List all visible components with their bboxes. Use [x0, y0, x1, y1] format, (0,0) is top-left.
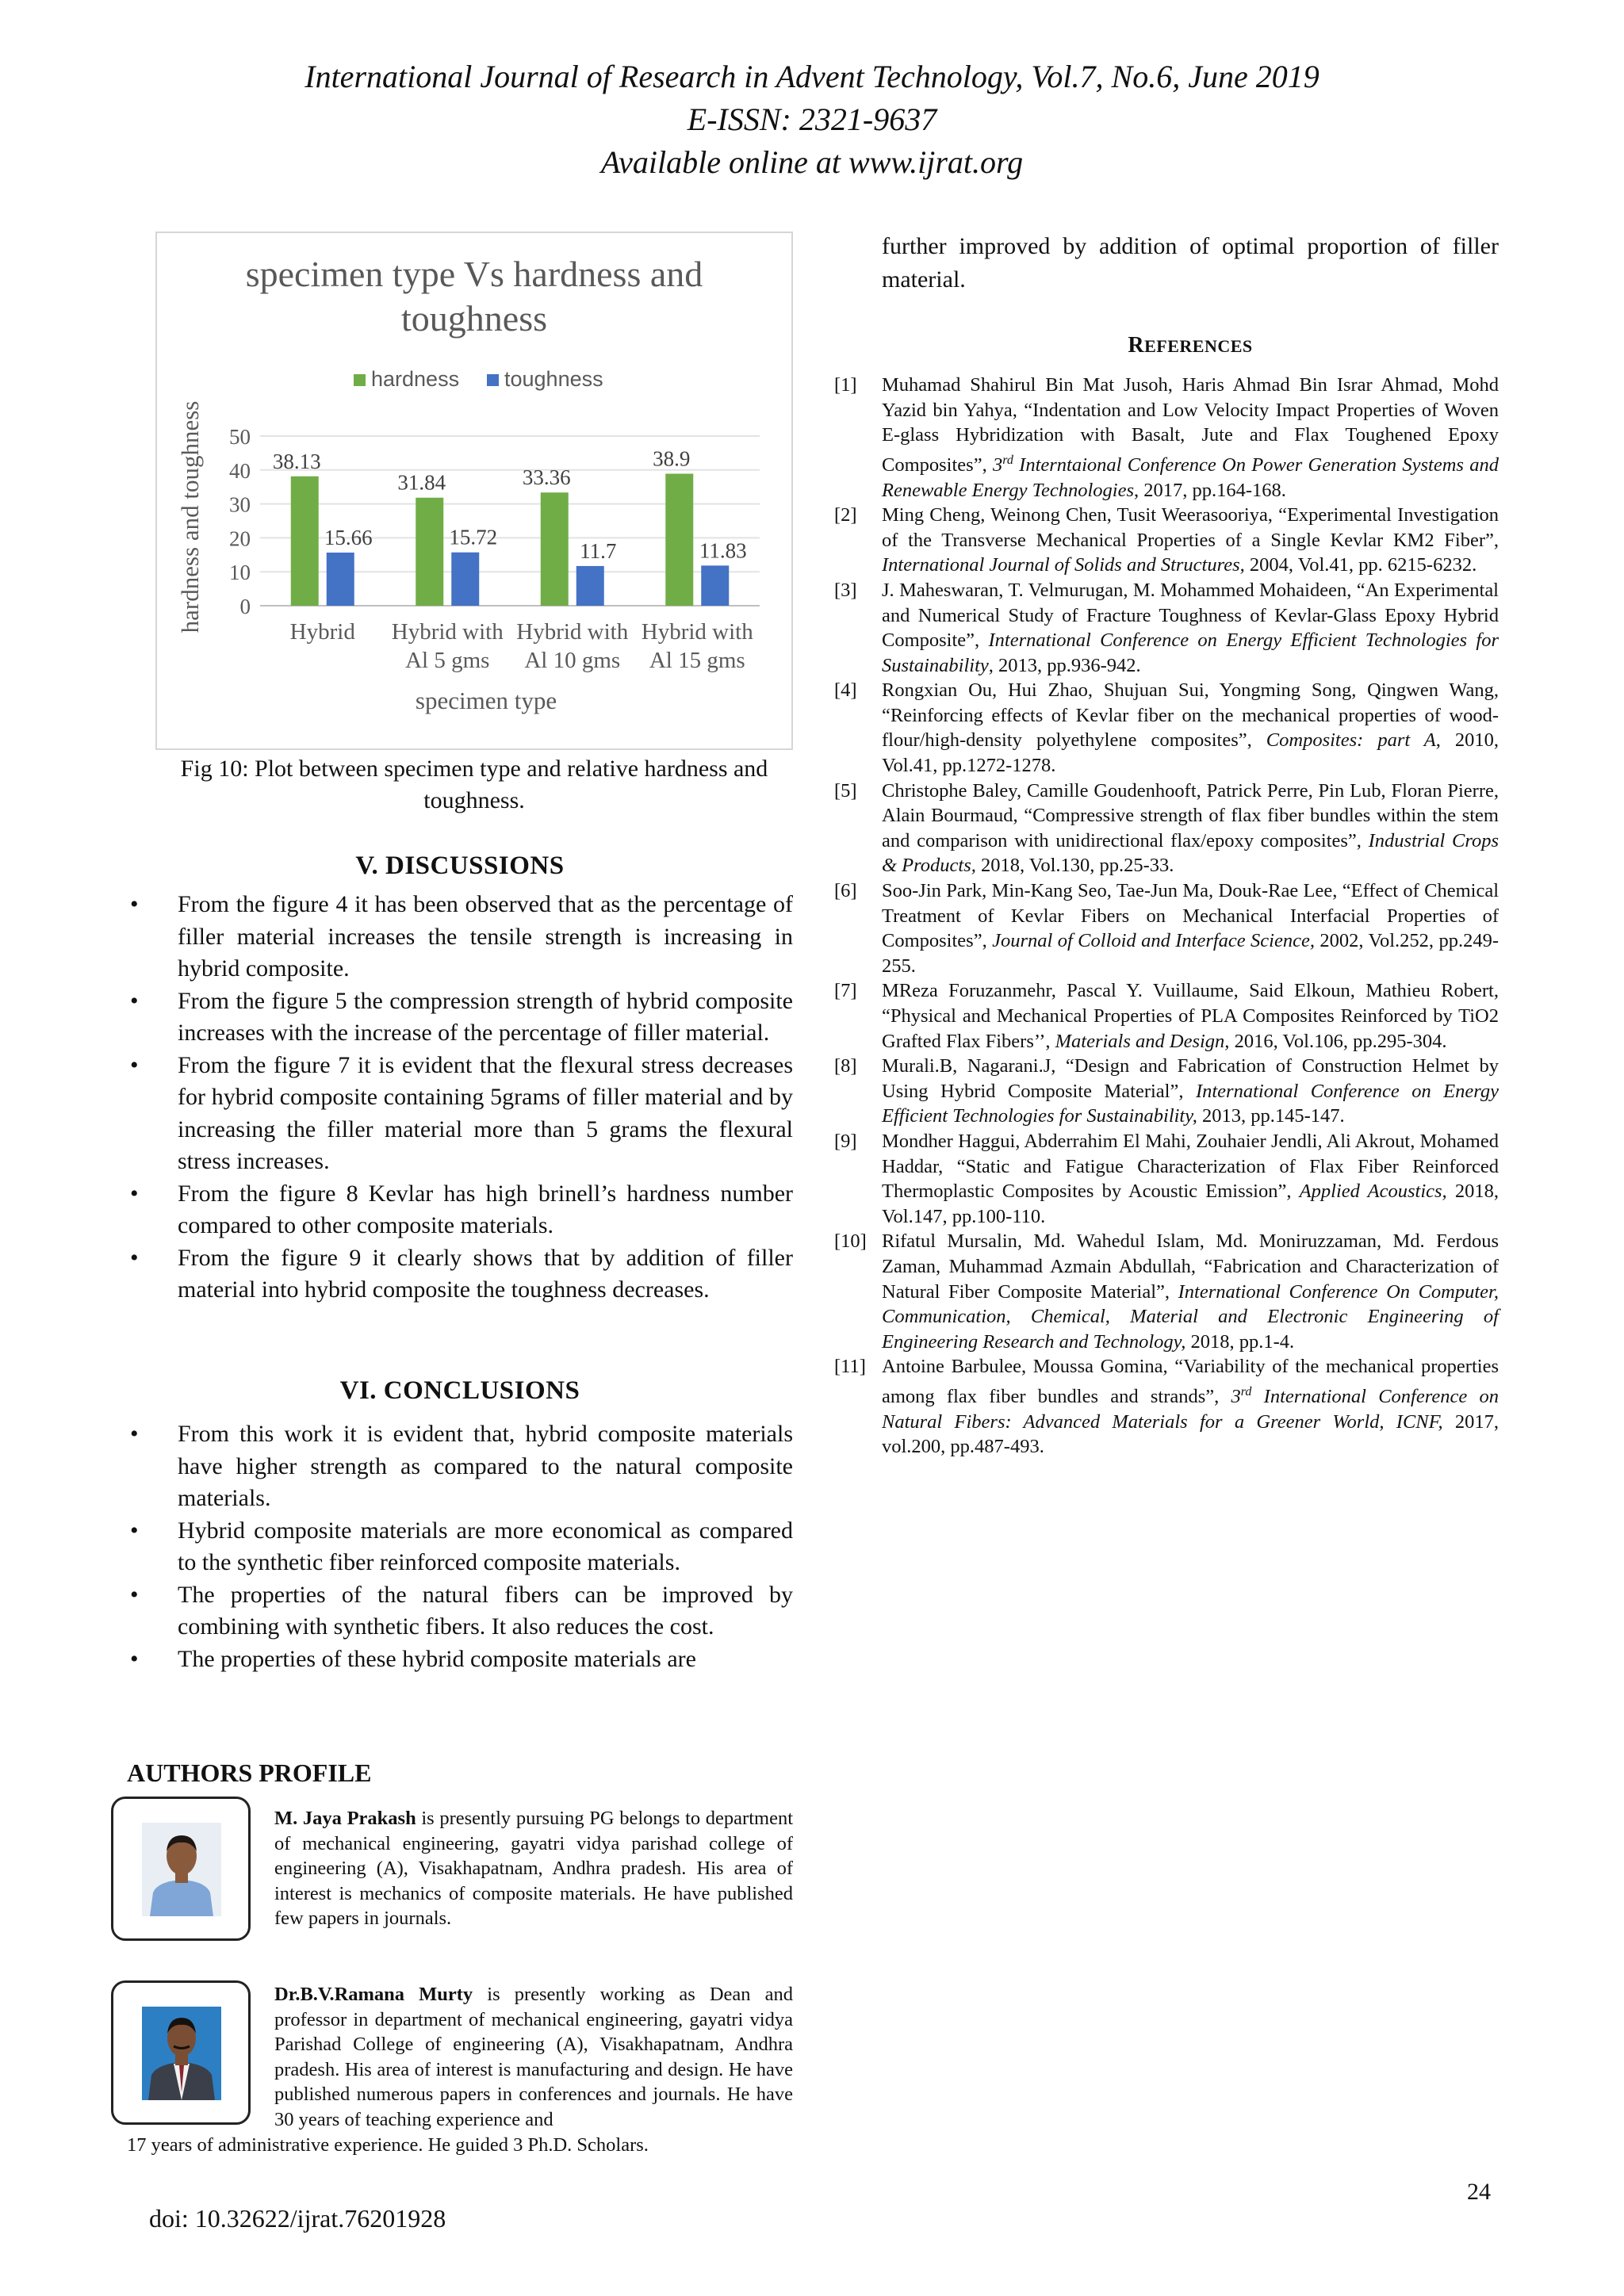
data-label: 11.7	[580, 538, 617, 563]
chart-title-line2: toughness	[401, 298, 547, 339]
bar-toughness	[451, 553, 479, 606]
author-bio	[274, 1982, 793, 2133]
y-tick-label: 30	[229, 492, 251, 517]
reference-item: [9] Mondher Haggui, Abderrahim El Mahi, Zouhaier Jendli, Ali Akrout, Mohamed Haddar, “Static and Fatigue Characterization of Flax Fiber Reinforced Thermoplastic Composites by Acoustic Emission”, Applied Acoustics, 2018, Vol.147, pp.100-110.	[834, 1130, 1499, 1227]
list-item: • The properties of the natural fibers can be improved by combining with synthetic fibers. It also reduces the cost.	[127, 1579, 793, 1644]
list-item: • From the figure 9 it clearly shows that by addition of filler material into hybrid composite the toughness decreases.	[127, 1242, 793, 1307]
author-photo-frame	[111, 1797, 251, 1941]
data-label: 31.84	[397, 470, 446, 495]
y-axis-label: hardness and toughness	[176, 400, 204, 633]
x-axis-label: specimen type	[415, 687, 557, 714]
list-item: • From the figure 7 it is evident that the flexural stress decreases for hybrid composite containing 5grams of filler material and by increasing the filler material more than 5 grams the flexural stress increases.	[127, 1050, 793, 1178]
references-title	[882, 333, 1499, 358]
bar-hardness	[416, 498, 443, 606]
list-item: • From the figure 8 Kevlar has high brinell’s hardness number compared to other composite materials.	[127, 1178, 793, 1242]
list-item: • From the figure 5 the compression strength of hybrid composite increases with the increase of the percentage of filler material.	[127, 985, 793, 1050]
y-tick-label: 10	[229, 561, 251, 585]
reference-item: [8] Murali.B, Nagarani.J, “Design and Fabrication of Construction Helmet by Using Hybrid Composite Material”, International Conference on Energy Efficient Technologies for Sustainability, 2013, pp.145-147.	[834, 1055, 1499, 1127]
figure-caption: Fig 10: Plot between specimen type and relative hardness and toughness.	[180, 756, 768, 813]
journal-website: Available online at www.ijrat.org	[600, 144, 1024, 180]
discussions-title: V. DISCUSSIONS	[355, 851, 565, 880]
bar-hardness	[541, 492, 569, 606]
discussions-section	[127, 851, 793, 1307]
journal-header	[0, 55, 1624, 184]
x-tick-label: Al 10 gms	[524, 648, 621, 673]
x-tick-label: Hybrid	[289, 619, 355, 645]
reference-item: [10] Rifatul Mursalin, Md. Wahedul Islam, Md. Moniruzzaman, Md. Ferdous Zaman, Muhammad Azmain Abdullah, “Fabrication and Characterization of Natural Fiber Composite Material”, International Conference On Computer, Communication, Chemical, Material and Electronic Engineering of Engineering Research and Technology, 2018, pp.1-4.	[834, 1230, 1500, 1353]
data-label: 33.36	[522, 465, 571, 490]
author-name: M. Jaya Prakash	[274, 1808, 416, 1829]
legend-swatch-hardness	[354, 374, 366, 386]
list-item: • From this work it is evident that, hybrid composite materials have higher strength as compared to the natural composite materials.	[127, 1418, 793, 1515]
x-tick-label: Hybrid with	[516, 619, 629, 645]
author-bio-text: is presently pursuing PG belongs to department of mechanical engineering, gayatri vidya parishad college of engineering (A), Visakhapatnam, Andhra pradesh. His area of interest is mechanics of composite materials. He have published few papers in journals.	[274, 1808, 793, 1930]
authors-title: AUTHORS PROFILE	[127, 1758, 372, 1787]
data-label: 38.9	[653, 446, 691, 471]
y-tick-label: 0	[239, 595, 251, 618]
author-bio-text: is presently working as Dean and professor in department of mechanical engineering, gayatri vidya Parishad College of engineering (A), Visakhapatnam, Andhra pradesh. His area of interest is manufacturing and design. He have published numerous papers in conferences and journals. He have 30 years of teaching experience and	[274, 1984, 793, 2130]
bar-toughness	[327, 553, 354, 606]
journal-title: International Journal of Research in Advent Technology, Vol.7, No.6, June 2019	[304, 59, 1320, 94]
bar-toughness	[576, 566, 604, 606]
references-title-rest: EFERENCES	[1144, 336, 1253, 356]
references-header	[882, 333, 1499, 358]
author-photo	[142, 1823, 221, 1916]
conclusions-section	[127, 1376, 793, 1675]
references-list	[834, 373, 1499, 1460]
reference-item: [4] Rongxian Ou, Hui Zhao, Shujuan Sui, Yongming Song, Qingwen Wang, “Reinforcing effects of Kevlar fiber on the mechanical properties of wood-flour/high-density polyethylene composites”, Composites: part A, 2010, Vol.41, pp.1272-1278.	[834, 679, 1499, 777]
reference-item: [3] J. Maheswaran, T. Velmurugan, M. Mohammed Mohaideen, “An Experimental and Numerical Study of Fracture Toughness of Kevlar-Glass Epoxy Hybrid Composite”, International Conference on Energy Efficient Technologies for Sustainability, 2013, pp.936-942.	[834, 579, 1499, 676]
author-photo-frame	[111, 1980, 251, 2125]
x-tick-label: Al 5 gms	[405, 648, 490, 673]
reference-item: [5] Christophe Baley, Camille Goudenhooft, Patrick Perre, Pin Lub, Floran Pierre, Alain Bourmaud, “Compressive strength of flax fiber bundles within the stem and comparison with unidirectional flax/epoxy composites”, Industrial Crops & Products, 2018, Vol.130, pp.25-33.	[834, 779, 1499, 877]
page-number: 24	[1467, 2179, 1491, 2205]
bar-toughness	[701, 565, 729, 606]
y-tick-label: 20	[229, 526, 251, 551]
list-item: • Hybrid composite materials are more economical as compared to the synthetic fiber reinforced composite materials.	[127, 1515, 793, 1579]
chart-svg	[157, 233, 791, 748]
data-label: 38.13	[272, 449, 321, 473]
chart-title-line1: specimen type Vs hardness and	[245, 254, 703, 294]
legend-label: hardness	[371, 367, 460, 391]
author-name: Dr.B.V.Ramana Murty	[274, 1984, 473, 2005]
journal-issn: E-ISSN: 2321-9637	[687, 101, 937, 137]
legend-swatch-toughness	[487, 374, 499, 386]
conclusions-title: VI. CONCLUSIONS	[339, 1376, 580, 1405]
reference-item: [7] MReza Foruzanmehr, Pascal Y. Vuillaume, Said Elkoun, Mathieu Robert, “Physical and Mechanical Properties of PLA Composites Reinforced by TiO2 Grafted Flax Fibers’’, Materials and Design, 2016, Vol.106, pp.295-304.	[834, 980, 1499, 1052]
x-tick-label: Hybrid with	[391, 619, 504, 645]
reference-item: [1] Muhamad Shahirul Bin Mat Jusoh, Haris Ahmad Bin Israr Ahmad, Mohd Yazid bin Yahya, “Indentation and Low Velocity Impact Properties of Woven E-glass Hybridization with Basalt, Jute and Flax Toughened Epoxy Composites”, 3rd Interntaional Conference On Power Generation Systems and Renewable Energy Technologies, 2017, pp.164-168.	[834, 374, 1499, 501]
data-label: 15.66	[324, 525, 373, 549]
y-tick-label: 40	[229, 458, 251, 483]
reference-item: [11] Antoine Barbulee, Moussa Gomina, “Variability of the mechanical properties among flax fiber bundles and strands”, 3rd International Conference on Natural Fibers: Advanced Materials for a Greener World, ICNF, 2017, vol.200, pp.487-493.	[834, 1356, 1500, 1458]
doi: doi: 10.32622/ijrat.76201928	[149, 2204, 446, 2233]
data-label: 11.83	[699, 538, 747, 563]
conclusions-list	[127, 1418, 793, 1675]
right-intro	[882, 230, 1499, 297]
data-label: 15.72	[449, 525, 498, 549]
reference-item: [6] Soo-Jin Park, Min-Kang Seo, Tae-Jun Ma, Douk-Rae Lee, “Effect of Chemical Treatment of Kevlar Fibers on Mechanical Interfacial Properties of Composites”, Journal of Colloid and Interface Science, 2002, Vol.252, pp.249-255.	[834, 880, 1499, 977]
x-tick-label: Hybrid with	[641, 619, 753, 645]
intro-paragraph: further improved by addition of optimal proportion of filler material.	[882, 233, 1499, 293]
reference-item: [2] Ming Cheng, Weinong Chen, Tusit Weerasooriya, “Experimental Investigation of the Transverse Mechanical Properties of a Single Kevlar KM2 Fiber”, International Journal of Solids and Structures, 2004, Vol.41, pp. 6215-6232.	[834, 504, 1499, 576]
references-title-initial: R	[1128, 333, 1145, 358]
list-item: • The properties of these hybrid composite materials are	[127, 1644, 793, 1676]
y-tick-label: 50	[229, 425, 251, 449]
list-item: • From the figure 4 it has been observed that as the percentage of filler material increases the tensile strength is increasing in hybrid composite.	[127, 889, 793, 985]
discussions-list	[127, 889, 793, 1307]
bar-hardness	[665, 474, 693, 606]
author-photo	[142, 2007, 221, 2100]
bar-hardness	[291, 476, 319, 606]
author-bio-continuation: 17 years of administrative experience. He guided 3 Ph.D. Scholars.	[127, 2134, 649, 2156]
author-bio	[274, 1806, 793, 1931]
hardness-toughness-chart	[155, 232, 793, 750]
x-tick-label: Al 15 gms	[649, 648, 745, 673]
legend-label: toughness	[504, 367, 603, 391]
